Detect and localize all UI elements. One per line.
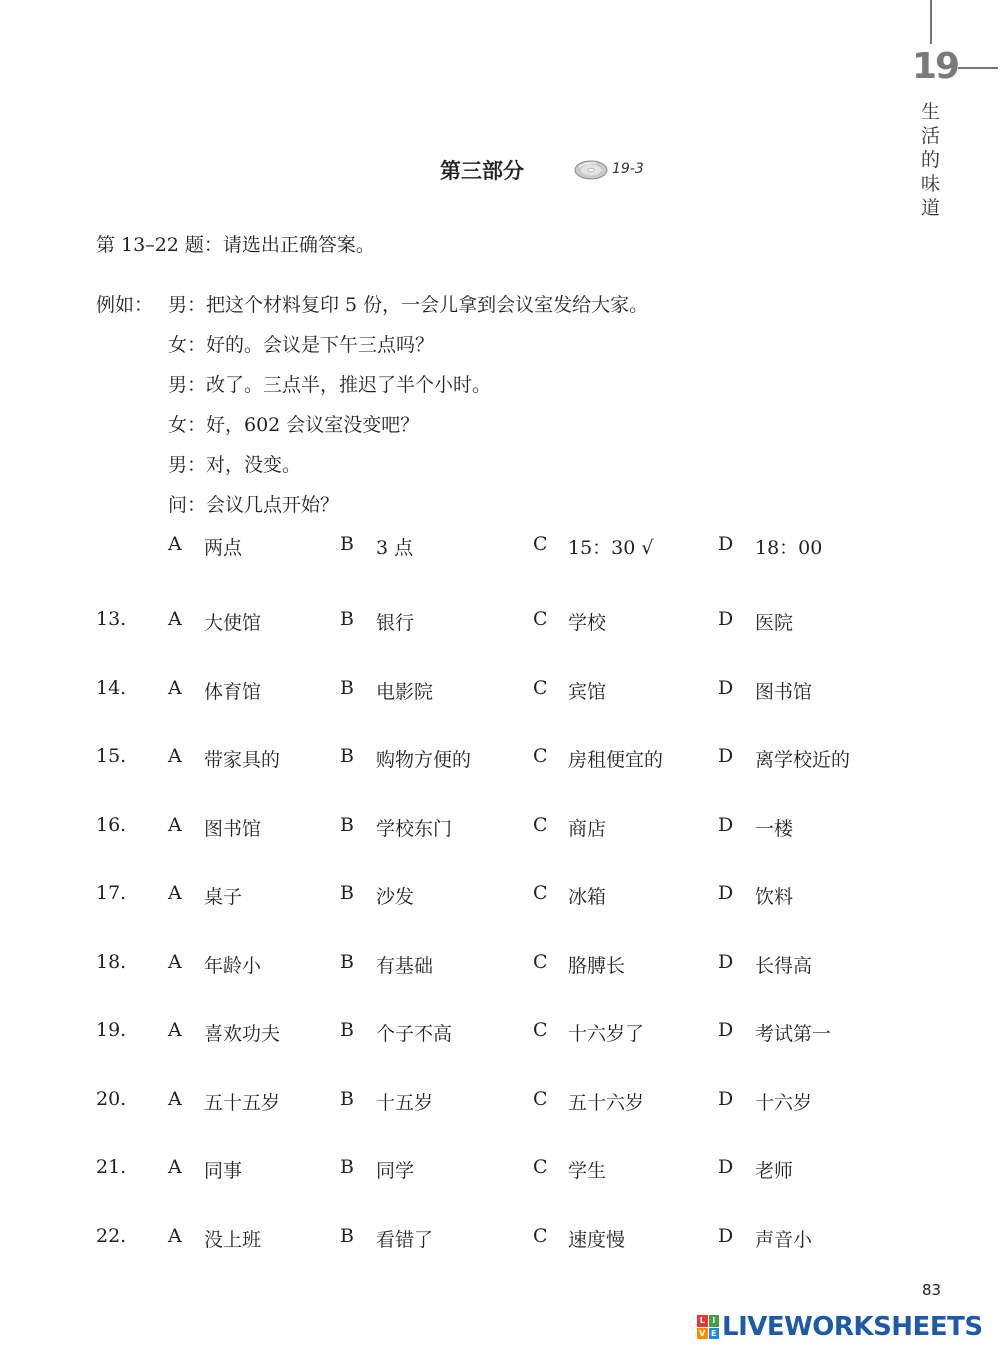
question-row bbox=[0, 1019, 1000, 1049]
option-letter: B bbox=[340, 814, 354, 836]
chapter-dash bbox=[958, 67, 998, 69]
option-text[interactable]: 电影院 bbox=[376, 681, 434, 703]
question-number: 16. bbox=[96, 814, 127, 836]
option-text: 3 点 bbox=[376, 537, 414, 559]
option-text[interactable]: 速度慢 bbox=[568, 1229, 626, 1251]
question-number: 17. bbox=[96, 882, 127, 904]
option-letter: A bbox=[168, 814, 182, 836]
option-text[interactable]: 十六岁了 bbox=[568, 1023, 645, 1045]
option-text[interactable]: 桌子 bbox=[204, 886, 243, 908]
option-text[interactable]: 图书馆 bbox=[204, 818, 262, 840]
audio-track-label: 19-3 bbox=[612, 161, 644, 177]
example-line: 男：把这个材料复印 5 份，一会儿拿到会议室发给大家。 bbox=[168, 294, 649, 316]
option-letter: B bbox=[340, 533, 354, 555]
option-text[interactable]: 有基础 bbox=[376, 955, 434, 977]
option-text[interactable]: 没上班 bbox=[204, 1229, 262, 1251]
option-text[interactable]: 体育馆 bbox=[204, 681, 262, 703]
option-letter: C bbox=[533, 882, 548, 904]
question-row bbox=[0, 677, 1000, 707]
example-options-row bbox=[0, 533, 1000, 563]
logo-letter: E bbox=[709, 1328, 720, 1340]
option-letter: C bbox=[533, 677, 548, 699]
option-text[interactable]: 房租便宜的 bbox=[568, 749, 664, 771]
example-line: 女：好的。会议是下午三点吗？ bbox=[168, 334, 435, 356]
option-letter: A bbox=[168, 1225, 182, 1247]
watermark-text: LIVEWORKSHEETS bbox=[722, 1312, 983, 1342]
option-letter: D bbox=[718, 745, 734, 767]
option-text[interactable]: 五十六岁 bbox=[568, 1092, 645, 1114]
page-number: 83 bbox=[922, 1281, 942, 1299]
option-text[interactable]: 商店 bbox=[568, 818, 607, 840]
option-text[interactable]: 沙发 bbox=[376, 886, 415, 908]
option-letter: D bbox=[718, 1019, 734, 1041]
chapter-title-char: 道 bbox=[921, 197, 941, 219]
chapter-title-char: 的 bbox=[921, 149, 941, 171]
question-number: 21. bbox=[96, 1156, 127, 1178]
option-letter: D bbox=[718, 1088, 734, 1110]
chapter-title-char: 生 bbox=[921, 101, 941, 123]
option-text[interactable]: 十五岁 bbox=[376, 1092, 434, 1114]
option-text: 15：30 √ bbox=[568, 537, 654, 559]
chapter-divider-line bbox=[930, 0, 932, 44]
question-number: 18. bbox=[96, 951, 127, 973]
option-letter: D bbox=[718, 1156, 734, 1178]
option-text[interactable]: 医院 bbox=[755, 612, 794, 634]
option-letter: B bbox=[340, 677, 354, 699]
logo-letter: L bbox=[697, 1315, 708, 1327]
option-text[interactable]: 银行 bbox=[376, 612, 415, 634]
question-row bbox=[0, 745, 1000, 775]
question-number: 22. bbox=[96, 1225, 127, 1247]
option-text: 18：00 bbox=[755, 537, 823, 559]
option-letter: A bbox=[168, 882, 182, 904]
option-text[interactable]: 同学 bbox=[376, 1160, 415, 1182]
option-text[interactable]: 看错了 bbox=[376, 1229, 434, 1251]
audio-cd-icon[interactable] bbox=[574, 159, 608, 181]
option-text[interactable]: 胳膊长 bbox=[568, 955, 626, 977]
option-letter: A bbox=[168, 1019, 182, 1041]
option-text[interactable]: 五十五岁 bbox=[204, 1092, 281, 1114]
option-letter: D bbox=[718, 882, 734, 904]
question-row bbox=[0, 951, 1000, 981]
example-line: 女：好，602 会议室没变吧？ bbox=[168, 414, 420, 436]
option-letter: A bbox=[168, 745, 182, 767]
option-text[interactable]: 喜欢功夫 bbox=[204, 1023, 281, 1045]
option-text[interactable]: 图书馆 bbox=[755, 681, 813, 703]
option-letter: D bbox=[718, 814, 734, 836]
option-text[interactable]: 购物方便的 bbox=[376, 749, 472, 771]
question-number: 20. bbox=[96, 1088, 127, 1110]
option-text[interactable]: 年龄小 bbox=[204, 955, 262, 977]
option-text[interactable]: 考试第一 bbox=[755, 1023, 832, 1045]
option-letter: C bbox=[533, 1019, 548, 1041]
example-line: 男：改了。三点半，推迟了半个小时。 bbox=[168, 374, 492, 396]
question-row bbox=[0, 1225, 1000, 1255]
question-number: 15. bbox=[96, 745, 127, 767]
option-letter: C bbox=[533, 951, 548, 973]
logo-letter: V bbox=[697, 1328, 708, 1340]
option-text: 两点 bbox=[204, 537, 243, 559]
question-row bbox=[0, 608, 1000, 638]
chapter-title-char: 活 bbox=[921, 125, 941, 147]
option-text[interactable]: 老师 bbox=[755, 1160, 794, 1182]
option-letter: A bbox=[168, 951, 182, 973]
option-letter: C bbox=[533, 1225, 548, 1247]
option-letter: C bbox=[533, 814, 548, 836]
option-text[interactable]: 学校东门 bbox=[376, 818, 453, 840]
option-text[interactable]: 学校 bbox=[568, 612, 607, 634]
chapter-title-char: 味 bbox=[921, 173, 941, 195]
logo-letter: I bbox=[709, 1315, 720, 1327]
option-letter: C bbox=[533, 745, 548, 767]
question-row bbox=[0, 1088, 1000, 1118]
instruction-text: 第 13–22 题：请选出正确答案。 bbox=[96, 234, 375, 256]
option-letter: A bbox=[168, 1156, 182, 1178]
option-letter: B bbox=[340, 882, 354, 904]
option-letter: D bbox=[718, 1225, 734, 1247]
option-letter: C bbox=[533, 608, 548, 630]
question-number: 13. bbox=[96, 608, 127, 630]
chapter-title bbox=[921, 100, 943, 220]
option-letter: C bbox=[533, 1088, 548, 1110]
option-text[interactable]: 同事 bbox=[204, 1160, 243, 1182]
option-text[interactable]: 声音小 bbox=[755, 1229, 813, 1251]
option-text[interactable]: 大使馆 bbox=[204, 612, 262, 634]
option-text[interactable]: 一楼 bbox=[755, 818, 794, 840]
question-row bbox=[0, 882, 1000, 912]
liveworksheets-watermark[interactable] bbox=[697, 1312, 983, 1342]
option-text[interactable]: 离学校近的 bbox=[755, 749, 851, 771]
example-line: 男：对，没变。 bbox=[168, 454, 302, 476]
option-text[interactable]: 学生 bbox=[568, 1160, 607, 1182]
option-text[interactable]: 冰箱 bbox=[568, 886, 607, 908]
option-letter: B bbox=[340, 1019, 354, 1041]
option-letter: A bbox=[168, 1088, 182, 1110]
example-question: 问：会议几点开始？ bbox=[168, 494, 340, 516]
option-text[interactable]: 长得高 bbox=[755, 955, 813, 977]
option-letter: D bbox=[718, 951, 734, 973]
option-letter: D bbox=[718, 533, 734, 555]
question-number: 14. bbox=[96, 677, 127, 699]
option-letter: B bbox=[340, 1088, 354, 1110]
option-letter: D bbox=[718, 608, 734, 630]
liveworksheets-logo-icon bbox=[697, 1315, 719, 1339]
question-number: 19. bbox=[96, 1019, 127, 1041]
option-letter: B bbox=[340, 1156, 354, 1178]
option-letter: A bbox=[168, 608, 182, 630]
question-row bbox=[0, 814, 1000, 844]
option-text[interactable]: 饮料 bbox=[755, 886, 794, 908]
section-title: 第三部分 bbox=[440, 159, 524, 183]
chapter-number: 19 bbox=[912, 46, 959, 87]
option-letter: B bbox=[340, 1225, 354, 1247]
option-text[interactable]: 个子不高 bbox=[376, 1023, 453, 1045]
option-letter: B bbox=[340, 745, 354, 767]
option-letter: A bbox=[168, 677, 182, 699]
option-text[interactable]: 带家具的 bbox=[204, 749, 281, 771]
option-letter: A bbox=[168, 533, 182, 555]
option-text[interactable]: 十六岁 bbox=[755, 1092, 813, 1114]
option-letter: C bbox=[533, 533, 548, 555]
option-letter: C bbox=[533, 1156, 548, 1178]
option-text[interactable]: 宾馆 bbox=[568, 681, 607, 703]
option-letter: B bbox=[340, 951, 354, 973]
option-letter: D bbox=[718, 677, 734, 699]
question-row bbox=[0, 1156, 1000, 1186]
option-letter: B bbox=[340, 608, 354, 630]
example-label: 例如： bbox=[96, 294, 154, 316]
